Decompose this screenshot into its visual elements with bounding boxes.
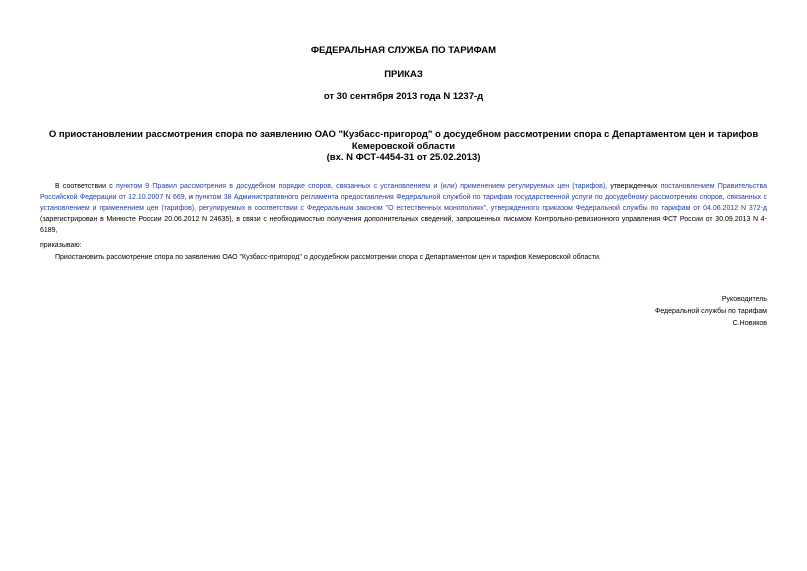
preamble-text-3: , и [184,194,196,201]
rules-point-9-link[interactable]: пунктом 9 Правил рассмотрения в досудебном порядке споров, связанных с установлением и (или) применением регулируемых цен (тарифов) [115,183,606,190]
preamble-text-2: , утвержденных [605,183,661,190]
orders-label: приказываю: [40,242,82,249]
document-type-heading: ПРИКАЗ [384,69,423,80]
agency-heading: ФЕДЕРАЛЬНАЯ СЛУЖБА ПО ТАРИФАМ [310,45,497,56]
government-decree-link[interactable]: постановлением Правительства Российской Федерации от 12.10.2007 N 669 [40,183,768,201]
document-date-line: от 30 сентября 2013 года N 1237-д [323,91,484,102]
preamble-text-1: В соответствии с [55,183,116,190]
admin-regulation-point-38-link[interactable]: пунктом 38 Административного регламента предоставления Федеральной службой по тарифам государственной услуги по досудебному рассмотрению споров, связанных с установлением и применением цен (тарифов), регулируемых в соответствии с Федеральным законом "О естественных монополиях", утвержденного приказом Федеральной службы по тарифам от 04.06.2012 N 372-д [40,194,767,212]
preamble-paragraph [40,181,767,236]
signature-name: С.Новиков [732,320,767,327]
subject-title: О приостановлении рассмотрения спора по заявлению ОАО "Кузбасс-пригород" о досудебном рассмотрении спора с Департаментом цен и тарифов Кемеровской области [48,129,759,152]
document-subject [40,129,767,164]
subject-reference: (вх. N ФСТ-4454-31 от 25.02.2013) [326,152,481,163]
signature-organization: Федеральной службы по тарифам [655,308,767,315]
order-item: Приостановить рассмотрение спора по заявлению ОАО "Кузбасс-пригород" о досудебном рассмотрении спора с Департаментом цен и тарифов Кемеровской области. [55,254,601,261]
signature-position: Руководитель [721,296,767,303]
preamble-text-4: (зарегистрирован в Минюсте России 20.06.2012 N 24635), в связи с необходимостью получения дополнительных сведений, запрошенных письмом Контрольно-ревизионного управления ФСТ России от 30.09.2013 N 4-6189, [40,216,767,234]
